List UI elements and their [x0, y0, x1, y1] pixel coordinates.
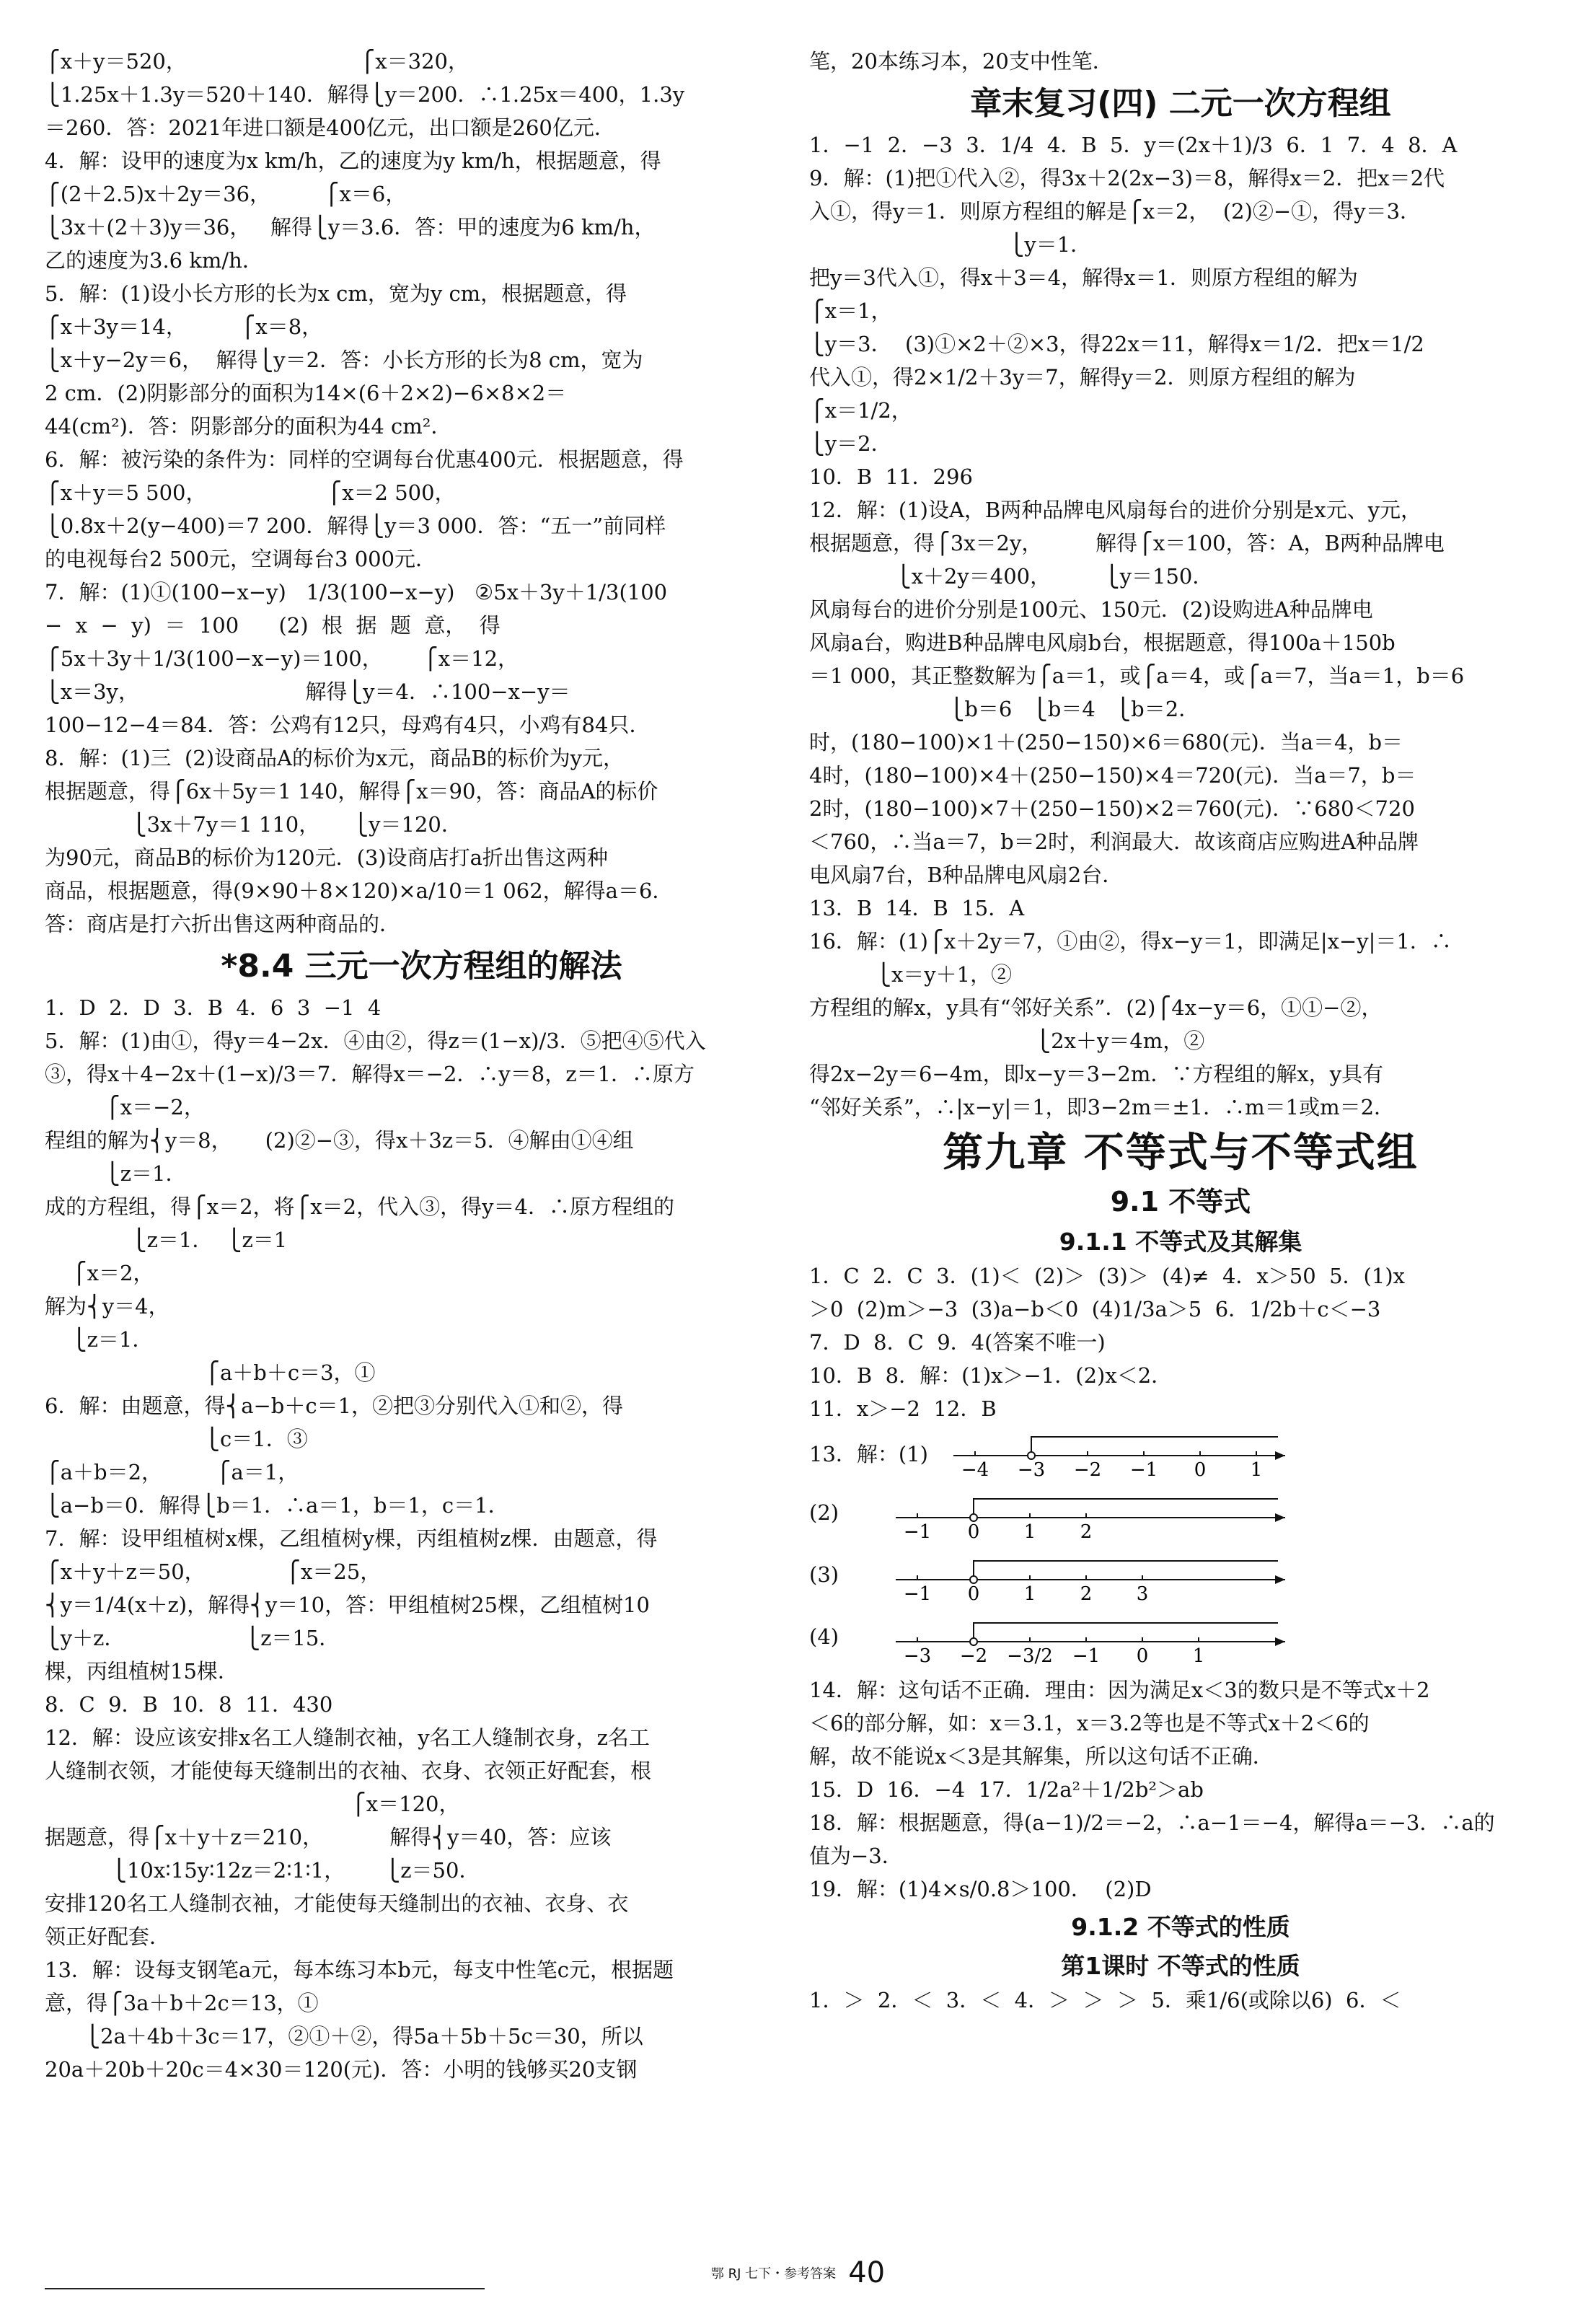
- answer-line: 安排120名工人缝制衣袖，才能使每天缝制出的衣袖、衣身、衣: [45, 1891, 629, 1916]
- answer-line: 风扇每台的进价分别是100元、150元．(2)设购进A种品牌电: [809, 597, 1373, 622]
- answer-line: ⎨y＝1/4(x＋z)，解得⎨y＝10，答：甲组植树25棵，乙组植树10: [45, 1593, 650, 1617]
- tick-label: −4: [961, 1459, 989, 1481]
- answer-line: ⎧x＋y＋z＝50， ⎧x＝25，: [45, 1559, 382, 1584]
- solution-bracket: [974, 1623, 1278, 1642]
- answer-line: ＝1 000，其正整数解为⎧a＝1，或⎧a＝4，或⎧a＝7，当a＝1，b＝6: [809, 664, 1465, 688]
- answer-line: ＞0 (2)m＞−3 (3)a−b＜0 (4)1/3a＞5 6．1/2b＋c＜−3: [809, 1297, 1381, 1321]
- answer-line: 11．x＞−2 12．B: [809, 1396, 997, 1421]
- answer-line: ⎩x＝y＋1，②: [809, 962, 1013, 987]
- answer-line: 2时，(180−100)×7＋(250−150)×2＝760(元)．∵680＜720: [809, 796, 1415, 821]
- tick-label: 0: [1136, 1645, 1149, 1667]
- answer-line: 7．D 8．C 9．4(答案不唯一): [809, 1330, 1106, 1355]
- answer-line: 棵，丙组植树15棵．: [45, 1659, 239, 1684]
- answer-line: 1．D 2．D 3．B 4．6 3 −1 4: [45, 995, 382, 1020]
- solution-bracket: [1031, 1437, 1278, 1456]
- answer-line: 18．解：根据题意，得(a−1)/2＝−2，∴a−1＝−4，解得a＝−3．∴a的: [809, 1810, 1495, 1835]
- answer-line: 乙的速度为3.6 km/h．: [45, 248, 263, 273]
- answer-line: ⎧x＋3y＝14， ⎧x＝8，: [45, 314, 323, 339]
- answer-line: 14．解：这句话不正确．理由：因为满足x＜3的数只是不等式x＋2: [809, 1678, 1430, 1702]
- answer-line: 入①，得y＝1．则原方程组的解是⎧x＝2， (2)②−①，得y＝3．: [809, 199, 1421, 224]
- tick-label: −2: [1073, 1459, 1102, 1481]
- answer-line: 10．B 8．解：(1)x＞−1．(2)x＜2．: [809, 1363, 1173, 1388]
- solution-bracket: [974, 1561, 1278, 1580]
- answer-line: ⎩x＋y−2y＝6， 解得⎩y＝2．答：小长方形的长为8 cm，宽为: [45, 348, 643, 372]
- answer-line: 2 cm．(2)阴影部分的面积为14×(6＋2×2)−6×8×2＝: [45, 381, 567, 405]
- number-line-3: [809, 1555, 1552, 1614]
- right-top-block: [809, 50, 1552, 1118]
- axis-arrow: [1275, 1451, 1285, 1460]
- tick-label: 1: [1023, 1521, 1036, 1543]
- right-mid-block: [809, 1265, 1552, 1420]
- answer-line: ⎩c＝1．③: [45, 1427, 308, 1451]
- answer-line: ⎩10x∶15y∶12z＝2∶1∶1， ⎩z＝50．: [45, 1858, 480, 1883]
- axis-arrow: [1275, 1513, 1285, 1522]
- number-line-label: 13．解：(1): [809, 1442, 928, 1466]
- answer-line: ③，得x＋4−2x＋(1−x)/3＝7．解得x＝−2．∴y＝8，z＝1．∴原方: [45, 1062, 695, 1086]
- answer-line: ⎩2x＋y＝4m，②: [809, 1029, 1205, 1053]
- answer-line: ⎩y＝1．: [809, 232, 1092, 257]
- answer-line: ⎧x＝1/2，: [809, 398, 912, 423]
- answer-line: 成的方程组，得⎧x＝2，将⎧x＝2，代入③，得y＝4．∴原方程组的: [45, 1194, 674, 1219]
- tick-label: 1: [1023, 1583, 1036, 1605]
- answer-line: ⎧x＝−2，: [45, 1095, 205, 1119]
- section-title: 9.1 不等式: [1110, 1186, 1251, 1218]
- tick-label: 0: [1194, 1459, 1207, 1481]
- answer-line: 6．解：由题意，得⎨a−b＋c＝1，②把③分别代入①和②，得: [45, 1394, 624, 1418]
- endpoint-circle: [970, 1576, 977, 1583]
- answer-line: 为90元，商品B的标价为120元．(3)设商店打a折出售这两种: [45, 845, 608, 870]
- tick-label: −1: [1129, 1459, 1158, 1481]
- answer-line: 笔，20本练习本，20支中性笔．: [809, 49, 1114, 74]
- answer-line: ⎩2a＋4b＋3c＝17，②①＋②，得5a＋5b＋5c＝30，所以: [45, 2024, 643, 2048]
- tick-label: 2: [1080, 1583, 1093, 1605]
- answer-line: 方程组的解x，y具有“邻好关系”．(2)⎧4x−y＝6，①①−②，: [809, 995, 1383, 1020]
- left-column: [45, 50, 798, 2092]
- answer-line: 10．B 11．296: [809, 465, 973, 489]
- tick-label: 1: [1250, 1459, 1263, 1481]
- answer-line: 20a＋20b＋20c＝4×30＝120(元)．答：小明的钱够买20支钢: [45, 2057, 638, 2082]
- answer-line: ⎧(2＋2.5)x＋2y＝36， ⎧x＝6，: [45, 182, 407, 206]
- footer-rule: [45, 2288, 485, 2289]
- answer-line: 据题意，得⎧x＋y＋z＝210， 解得⎨y＝40，答：应该: [45, 1825, 612, 1849]
- answer-line: ＜6的部分解，如：x＝3.1，x＝3.2等也是不等式x＋2＜6的: [809, 1711, 1370, 1735]
- answer-line: “邻好关系”，∴|x−y|＝1，即3−2m＝±1．∴m＝1或m＝2．: [809, 1095, 1396, 1119]
- tick-label: −2: [959, 1645, 988, 1667]
- number-lines: [809, 1431, 1552, 1676]
- answer-line: ⎩y＝2．: [809, 431, 892, 456]
- answer-line: ⎧x＝120，: [45, 1792, 460, 1816]
- tick-label: −3: [1017, 1459, 1046, 1481]
- answer-line: ⎧5x＋3y＋1/3(100−x−y)＝100， ⎧x＝12，: [45, 646, 519, 671]
- answer-line: 44(cm²)．答：阴影部分的面积为44 cm²．: [45, 414, 452, 439]
- answer-line: 15．D 16．−4 17．1/2a²＋1/2b²＞ab: [809, 1777, 1204, 1802]
- answer-line: 根据题意，得⎧6x＋5y＝1 140，解得⎧x＝90，答：商品A的标价: [45, 779, 658, 804]
- answer-line: 商品，根据题意，得(9×90＋8×120)×a/10＝1 062，解得a＝6．: [45, 879, 674, 903]
- tick-label: 1: [1192, 1645, 1205, 1667]
- answer-line: 7．解：(1)①(100−x−y) 1/3(100−x−y) ②5x＋3y＋1/3(100: [45, 580, 668, 604]
- answer-line: ⎩0.8x＋2(y−400)＝7 200．解得⎩y＝3 000．答：“五一”前同样: [45, 514, 666, 538]
- axis-arrow: [1275, 1575, 1285, 1584]
- tick-label: 2: [1080, 1521, 1093, 1543]
- answer-line: 5．解：(1)由①，得y＝4−2x．④由②，得z＝(1−x)/3．⑤把④⑤代入: [45, 1029, 706, 1053]
- answer-line: ⎩3x＋7y＝1 110， ⎩y＝120．: [45, 812, 462, 837]
- answer-line: 值为−3．: [809, 1844, 903, 1868]
- answer-line: ⎩y＝3． (3)①×2＋②×3，得22x＝11，解得x＝1/2．把x＝1/2: [809, 332, 1424, 356]
- answer-line: ⎧x＋y＝520， ⎧x＝320，: [45, 49, 469, 74]
- answer-line: 解，故不能说x＜3是其解集，所以这句话不正确．: [809, 1744, 1274, 1769]
- answer-line: 风扇a台，购进B种品牌电风扇b台，根据题意，得100a＋150b: [809, 630, 1396, 655]
- answer-line: 13．B 14．B 15．A: [809, 896, 1025, 920]
- section-heading: 章末复习(四) 二元一次方程组: [970, 85, 1391, 122]
- number-line-label: (4): [809, 1624, 839, 1649]
- answer-line: 8．C 9．B 10．8 11．430: [45, 1692, 333, 1717]
- answer-line: 7．解：设甲组植树x棵，乙组植树y棵，丙组植树z棵．由题意，得: [45, 1526, 658, 1551]
- answer-line: ＝260．答：2021年进口额是400亿元，出口额是260亿元．: [45, 115, 615, 140]
- answer-line: ⎩3x＋(2＋3)y＝36， 解得⎩y＝3.6．答：甲的速度为6 km/h，: [45, 215, 656, 239]
- answer-line: ＜760，∴当a＝7，b＝2时，利润最大．故该商店应购进A种品牌: [809, 829, 1419, 854]
- answer-line: ⎩z＝1． ⎩z＝1: [45, 1228, 288, 1252]
- number-line-4: [809, 1617, 1552, 1676]
- number-line-2: [809, 1493, 1552, 1552]
- answer-line: 时，(180−100)×1＋(250−150)×6＝680(元)．当a＝4，b＝: [809, 730, 1403, 754]
- answer-line: 6．解：被污染的条件为：同样的空调每台优惠400元．根据题意，得: [45, 447, 684, 472]
- tick-label: 3: [1136, 1583, 1149, 1605]
- answer-line: 根据题意，得⎧3x＝2y， 解得⎧x＝100，答：A，B两种品牌电: [809, 531, 1445, 555]
- answer-line: ⎩a−b＝0．解得⎩b＝1．∴a＝1，b＝1，c＝1．: [45, 1493, 509, 1518]
- answer-line: ⎩x＋2y＝400， ⎩y＝150．: [809, 564, 1214, 589]
- right-bottom-block: [809, 1679, 1552, 1900]
- subsection-912-title: 9.1.2 不等式的性质: [1071, 1913, 1290, 1941]
- answer-line: 13．解：设每支钢笔a元，每本练习本b元，每支中性笔c元，根据题: [45, 1958, 674, 1982]
- tick-label: 0: [967, 1521, 980, 1543]
- tick-label: −3/2: [1007, 1645, 1053, 1667]
- subsection-title: 9.1.1 不等式及其解集: [1059, 1228, 1302, 1256]
- answer-line: ⎧x＝2，: [45, 1261, 154, 1285]
- answer-line: ⎩b＝6 ⎩b＝4 ⎩b＝2．: [809, 697, 1200, 721]
- tick-label: −3: [903, 1645, 932, 1667]
- tick-label: −1: [903, 1521, 932, 1543]
- answer-line: 答：商店是打六折出售这两种商品的．: [45, 912, 401, 936]
- answer-line: 12．解：(1)设A，B两种品牌电风扇每台的进价分别是x元、y元，: [809, 498, 1421, 522]
- right-column: [809, 50, 1552, 2023]
- answer-line: 5．解：(1)设小长方形的长为x cm，宽为y cm，根据题意，得: [45, 281, 627, 306]
- answer-line: 4时，(180−100)×4＋(250−150)×4＝720(元)．当a＝7，b＝: [809, 763, 1416, 788]
- answer-line: ⎩z＝1．: [45, 1327, 154, 1352]
- tick-label: −1: [1072, 1645, 1101, 1667]
- tick-label: 0: [967, 1583, 980, 1605]
- axis-arrow: [1275, 1637, 1285, 1646]
- answer-line: 解为⎨y＝4，: [45, 1294, 169, 1319]
- footer-label: 鄂 RJ 七下・参考答案: [710, 2266, 837, 2281]
- endpoint-circle: [1028, 1452, 1035, 1459]
- solution-bracket: [974, 1499, 1278, 1518]
- answer-line: 把y＝3代入①，得x＋3＝4，解得x＝1．则原方程组的解为: [809, 265, 1358, 290]
- number-line-label: (3): [809, 1562, 839, 1587]
- endpoint-circle: [970, 1638, 977, 1645]
- answer-line: 代入①，得2×1/2＋3y＝7，解得y＝2．则原方程组的解为: [809, 365, 1356, 390]
- answer-line: ⎧x＝1，: [809, 299, 892, 323]
- answer-line: 8．解：(1)三 (2)设商品A的标价为x元，商品B的标价为y元，: [45, 746, 625, 770]
- answer-line: 1．C 2．C 3．(1)＜ (2)＞ (3)＞ (4)≠ 4．x＞50 5．(1)x: [809, 1264, 1405, 1288]
- number-line-1: [809, 1431, 1552, 1490]
- answer-line: 得2x−2y＝6−4m，即x−y＝3−2m．∵方程组的解x，y具有: [809, 1062, 1384, 1086]
- section-heading: *8.4 三元一次方程组的解法: [221, 948, 622, 985]
- answer-line: 的电视每台2 500元，空调每台3 000元．: [45, 547, 437, 571]
- answer-line: 程组的解为⎨y＝8， (2)②−③，得x＋3z＝5．④解由①④组: [45, 1128, 634, 1153]
- number-line-label: (2): [809, 1500, 839, 1525]
- answer-line: 意，得⎧3a＋b＋2c＝13，①: [45, 1991, 319, 2015]
- answer-line: 12．解：设应该安排x名工人缝制衣袖，y名工人缝制衣身，z名工: [45, 1725, 650, 1750]
- answer-line: 16．解：(1)⎧x＋2y＝7，①由②，得x−y＝1，即满足|x−y|＝1．∴: [809, 929, 1452, 954]
- answer-line: ⎧a＋b＋c＝3，①: [45, 1360, 376, 1385]
- answer-line: 9．解：(1)把①代入②，得3x＋2(2x−3)＝8，解得x＝2．把x＝2代: [809, 166, 1445, 190]
- endpoint-circle: [970, 1514, 977, 1521]
- right-end-block: [809, 1989, 1552, 2011]
- page-number: 40: [848, 2256, 886, 2289]
- answer-line: ⎩1.25x＋1.3y＝520＋140．解得⎩y＝200．∴1.25x＝400，1.3y: [45, 82, 685, 107]
- answer-line: 电风扇7台，B种品牌电风扇2台．: [809, 863, 1124, 887]
- answer-line: ⎧a＋b＝2， ⎧a＝1，: [45, 1460, 299, 1484]
- page-footer: [0, 2256, 1596, 2289]
- chapter-title: 第九章 不等式与不等式组: [943, 1130, 1419, 1176]
- answer-line: 1．−1 2．−3 3．1/4 4．B 5．y＝(2x＋1)/3 6．1 7．4 8．A: [809, 133, 1458, 157]
- lesson-title: 第1课时 不等式的性质: [1061, 1952, 1300, 1980]
- answer-line: ⎩z＝1．: [45, 1161, 187, 1186]
- answer-line: 19．解：(1)4×s/0.8＞100． (2)D: [809, 1877, 1152, 1901]
- answer-line: 100−12−4＝84．答：公鸡有12只，母鸡有4只，小鸡有84只．: [45, 713, 651, 737]
- answer-line: ⎩x＝3y， 解得⎩y＝4．∴100−x−y＝: [45, 679, 570, 704]
- answer-line: 4．解：设甲的速度为x km/h，乙的速度为y km/h，根据题意，得: [45, 149, 661, 173]
- answer-line: ⎩y＋z． ⎩z＝15．: [45, 1626, 340, 1650]
- answer-line: 人缝制衣领，才能使每天缝制出的衣袖、衣身、衣领正好配套，根: [45, 1759, 652, 1783]
- answer-line: ⎧x＋y＝5 500， ⎧x＝2 500，: [45, 480, 456, 505]
- tick-label: −1: [903, 1583, 932, 1605]
- answer-line: 1．＞ 2．＜ 3．＜ 4．＞ ＞ ＞ 5．乘1/6(或除以6) 6．＜: [809, 1988, 1401, 2012]
- answer-line: 领正好配套．: [45, 1924, 171, 1949]
- answer-line: − x − y) ＝ 100 (2) 根 据 题 意， 得: [45, 613, 501, 638]
